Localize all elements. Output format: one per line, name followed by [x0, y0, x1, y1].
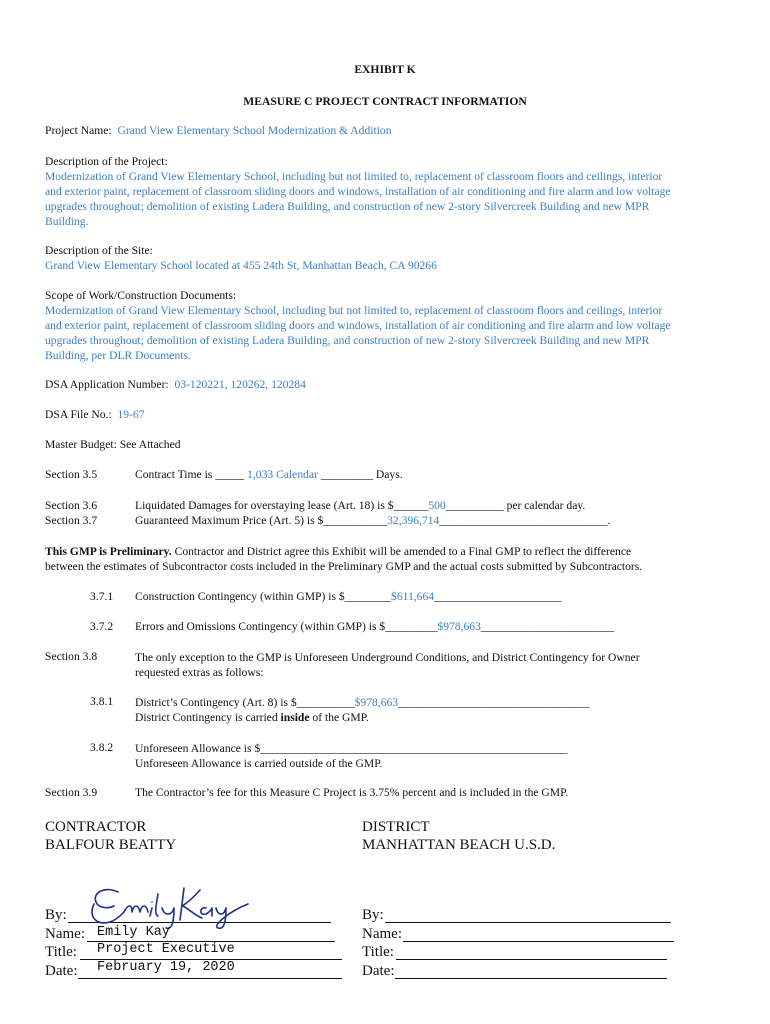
dsa-application-value[interactable]: 03-120221, 120262, 120284 [174, 378, 306, 391]
errors-contingency-prefix: Errors and Omissions Contingency (within GMP) is $_________ [135, 620, 438, 633]
district-contingency-note-end: of the GMP. [309, 711, 369, 724]
district-title-label: Title: [362, 944, 394, 960]
district-name-line[interactable] [403, 941, 674, 942]
unforeseen-allowance-note: Unforeseen Allowance is carried outside of the GMP. [135, 757, 383, 770]
section-3-6-number: Section 3.6 [45, 499, 98, 512]
site-description-label: Description of the Site: [45, 244, 153, 257]
gmp-preliminary-paragraph [45, 544, 735, 574]
construction-contingency-value[interactable]: $611,664 [391, 590, 435, 603]
project-description-line[interactable]: Modernization of Grand View Elementary School, including but not limited to, replacement of classroom floors and ceilings, interior [45, 170, 663, 183]
section-3-9-number: Section 3.9 [45, 786, 98, 799]
district-signature-line[interactable] [385, 922, 671, 923]
scope-of-work [45, 288, 735, 363]
contractor-by-label: By: [45, 907, 67, 923]
section-3-8-1-number: 3.8.1 [90, 695, 114, 708]
section-3-5-number: Section 3.5 [45, 468, 98, 481]
dsa-file-label: DSA File No.: [45, 408, 112, 421]
dsa-file-row [45, 408, 145, 421]
contractor-heading: CONTRACTOR [45, 819, 147, 835]
contract-time-value[interactable]: 1,033 Calendar [247, 468, 318, 481]
construction-contingency-suffix: ______________________ [434, 590, 562, 603]
project-description-line[interactable]: Building. [45, 215, 89, 228]
document-title: MEASURE C PROJECT CONTRACT INFORMATION [243, 95, 527, 108]
dsa-application-label: DSA Application Number: [45, 378, 169, 391]
master-budget: Master Budget: See Attached [45, 438, 181, 451]
scope-line[interactable]: upgrades throughout; demolition of existing Ladera Building, and construction of new 2-story Silvercreek Building and new MPR [45, 334, 650, 347]
district-contingency-note: District Contingency is carried [135, 711, 281, 724]
gmp-preliminary-bold: This GMP is Preliminary. [45, 545, 172, 558]
contractor-title-value[interactable]: Project Executive [97, 942, 235, 957]
section-3-8-1-text [135, 695, 589, 725]
construction-contingency-prefix: Construction Contingency (within GMP) is $________ [135, 590, 392, 603]
section-3-7-1-text [135, 590, 562, 603]
gmp-preliminary-text-2: between the estimates of Subcontractor costs included in the Preliminary GMP and the actual costs submitted by Subcontractors. [45, 560, 643, 573]
section-3-6-text [135, 499, 585, 512]
contractor-date-line[interactable] [78, 978, 342, 979]
contractor-date-value[interactable]: February 19, 2020 [97, 960, 235, 975]
project-description-label: Description of the Project: [45, 155, 168, 168]
project-description-line[interactable]: and exterior paint, replacement of classroom sliding doors and windows, installation of air conditioning and fire alarm and low voltage [45, 185, 671, 198]
site-description-value[interactable]: Grand View Elementary School located at 455 24th St, Manhattan Beach, CA 90266 [45, 259, 437, 272]
gmp-prefix: Guaranteed Maximum Price (Art. 5) is $___________ [135, 514, 388, 527]
project-description [45, 154, 735, 229]
errors-contingency-value[interactable]: $978,663 [437, 620, 481, 633]
contract-time-prefix: Contract Time is _____ [135, 468, 248, 481]
district-contingency-suffix: _________________________________ [398, 696, 590, 709]
project-description-line[interactable]: upgrades throughout; demolition of existing Ladera Building, and construction of new 2-story Silvercreek Building and new MPR [45, 200, 650, 213]
district-date-label: Date: [362, 963, 395, 979]
contractor-date-label: Date: [45, 963, 78, 979]
unforeseen-allowance-field[interactable]: Unforeseen Allowance is $_____________________________________________________ [135, 742, 568, 755]
district-block-heading [362, 818, 555, 854]
district-by-label: By: [362, 907, 384, 923]
dsa-file-value[interactable]: 19-67 [117, 408, 145, 421]
section-3-7-1-number: 3.7.1 [90, 590, 114, 603]
section-3-9-text: The Contractor’s fee for this Measure C Project is 3.75% percent and is included in the GMP. [135, 786, 569, 799]
scope-line[interactable]: and exterior paint, replacement of classroom sliding doors and windows, installation of air conditioning and fire alarm and low voltage [45, 319, 671, 332]
dsa-application-row [45, 378, 306, 391]
gmp-suffix: _____________________________. [439, 514, 611, 527]
contractor-block-heading [45, 818, 176, 854]
section-3-8-line: The only exception to the GMP is Unforeseen Underground Conditions, and District Contingency for Owner [135, 651, 640, 664]
district-contingency-note-bold: inside [280, 711, 310, 724]
project-name-row [45, 124, 392, 137]
district-contingency-prefix: District’s Contingency (Art. 8) is $__________ [135, 696, 355, 709]
district-contingency-value[interactable]: $978,663 [354, 696, 399, 709]
section-3-8-number: Section 3.8 [45, 650, 98, 663]
project-name-label: Project Name: [45, 124, 112, 137]
gmp-value[interactable]: 32,396,714 [387, 514, 440, 527]
project-name-value[interactable]: Grand View Elementary School Modernization & Addition [117, 124, 392, 137]
section-3-7-2-text [135, 620, 614, 633]
contractor-title-label: Title: [45, 944, 77, 960]
district-heading: DISTRICT [362, 819, 430, 835]
contract-time-suffix: _________ Days. [317, 468, 403, 481]
section-3-8-line: requested extras as follows: [135, 666, 264, 679]
section-3-8-2-text [135, 741, 567, 771]
contractor-name-label: Name: [45, 926, 85, 942]
district-name-label: Name: [362, 926, 402, 942]
liquidated-damages-value[interactable]: 500 [428, 499, 446, 512]
scope-line[interactable]: Building, per DLR Documents. [45, 349, 191, 362]
scope-line[interactable]: Modernization of Grand View Elementary School, including but not limited to, replacement of classroom floors and ceilings, interior [45, 304, 663, 317]
section-3-7-number: Section 3.7 [45, 514, 98, 527]
errors-contingency-suffix: _______________________ [480, 620, 615, 633]
liquidated-damages-prefix: Liquidated Damages for overstaying lease (Art. 18) is $______ [135, 499, 429, 512]
site-description [45, 243, 735, 273]
exhibit-heading: EXHIBIT K [354, 63, 416, 76]
section-3-5-text [135, 468, 403, 481]
liquidated-damages-suffix: __________ per calendar day. [445, 499, 586, 512]
section-3-8-text [135, 650, 640, 680]
gmp-preliminary-text: Contractor and District agree this Exhibit will be amended to a Final GMP to reflect the difference [171, 545, 632, 558]
contractor-signer-name[interactable]: Emily Kay [97, 925, 170, 940]
contractor-name: BALFOUR BEATTY [45, 837, 177, 853]
section-3-8-2-number: 3.8.2 [90, 741, 114, 754]
section-3-7-text [135, 514, 610, 527]
section-3-7-2-number: 3.7.2 [90, 620, 114, 633]
district-name: MANHATTAN BEACH U.S.D. [362, 837, 556, 853]
district-title-line[interactable] [396, 959, 667, 960]
district-date-line[interactable] [395, 978, 667, 979]
scope-label: Scope of Work/Construction Documents: [45, 289, 237, 302]
